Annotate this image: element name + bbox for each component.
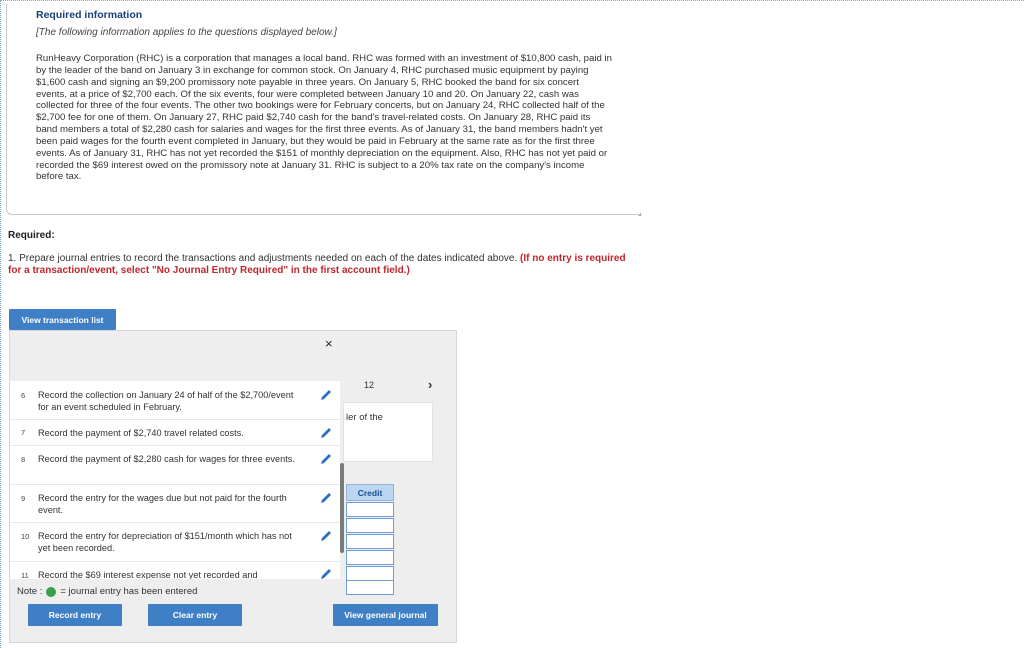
item-number: 8 [21, 455, 26, 464]
item-text: Record the entry for the wages due but not paid for the fourth event. [38, 493, 287, 516]
credit-input[interactable] [346, 502, 394, 517]
pencil-icon[interactable] [320, 389, 332, 401]
pencil-icon[interactable] [320, 427, 332, 439]
view-transaction-list-button[interactable]: View transaction list [9, 309, 116, 330]
item-text: Record the payment of $2,280 cash for wages for three events. [38, 454, 295, 464]
credit-input[interactable] [346, 566, 394, 581]
note [17, 586, 197, 597]
required-label: Required: [8, 230, 55, 241]
item-text: Record the collection on January 24 of half of the $2,700/event for an event scheduled in February. [38, 390, 294, 413]
list-item[interactable] [10, 522, 340, 562]
resize-handle-icon[interactable]: ⌟ [638, 208, 642, 217]
note-label: Note : [17, 586, 43, 597]
list-item[interactable] [10, 561, 340, 579]
journal-background-area [343, 402, 433, 462]
top-border [0, 0, 1024, 1]
item-number: 10 [21, 532, 30, 541]
list-item[interactable] [10, 381, 340, 420]
item-number: 7 [21, 428, 26, 437]
scenario-paragraph: RunHeavy Corporation (RHC) is a corporation that manages a local band. RHC was formed with an investment of $10,800 cash, paid in by the leader of the band on January 3 in exchange for common stock. On January 4, RHC purchased music equipment by paying $1,600 cash and signing an $9,200 promissory note payable in three years. On January 5, RHC booked the band for six concert events, at a price of $2,700 each. Of the six events, four were completed between January 10 and 20. On January 22, cash was collected for three of the four events. The other two bookings were for February concerts, but on January 24, RHC collected half of the $2,700 fee for one of them. On January 27, RHC paid $2,740 cash for the band's travel-related costs. On January 28, RHC paid its band members a total of $2,280 cash for salaries and wages for the first three events. As of January 31, the band members hadn't yet been paid wages for the fourth event completed in January, but they would be paid in February at the same rate as for the first three events. As of January 31, RHC has not yet recorded the $151 of monthly depreciation on the equipment. Also, RHC has not yet paid or recorded the $69 interest owed on the promissory note at January 31. RHC is subject to a 20% tax rate on the company's income before tax. [36, 53, 612, 183]
credit-input[interactable] [346, 580, 394, 595]
page-number: 12 [364, 380, 375, 390]
close-icon[interactable]: × [325, 336, 333, 351]
list-scrollbar[interactable] [340, 463, 344, 553]
item-text: Record the $69 interest expense not yet recorded and [38, 570, 258, 579]
view-general-journal-button[interactable]: View general journal [333, 604, 438, 626]
list-item[interactable] [10, 445, 340, 485]
journal-background-text: ler of the [346, 412, 383, 423]
info-subtitle: [The following information applies to the questions displayed below.] [36, 27, 337, 38]
list-item[interactable] [10, 419, 340, 446]
left-border [0, 0, 1, 648]
transaction-list [10, 381, 340, 579]
item-number: 6 [21, 391, 26, 400]
credit-input[interactable] [346, 550, 394, 565]
pencil-icon[interactable] [320, 492, 332, 504]
credit-column-header: Credit [346, 484, 394, 501]
credit-input[interactable] [346, 518, 394, 533]
item-number: 11 [21, 571, 29, 579]
pencil-icon[interactable] [320, 453, 332, 465]
clear-entry-button[interactable]: Clear entry [148, 604, 242, 626]
question-text: 1. Prepare journal entries to record the transactions and adjustments needed on each of the dates indicated above. [8, 253, 518, 264]
record-entry-button[interactable]: Record entry [28, 604, 122, 626]
item-number: 9 [21, 494, 26, 503]
question-instruction: (If no entry is required for a transaction/event, select "No Journal Entry Required" in the first account field.) [8, 253, 626, 276]
list-item[interactable] [10, 484, 340, 523]
item-text: Record the payment of $2,740 travel related costs. [38, 428, 244, 438]
note-text: = journal entry has been entered [60, 586, 198, 597]
pencil-icon[interactable] [320, 568, 332, 579]
question-1 [8, 253, 638, 277]
credit-input[interactable] [346, 534, 394, 549]
pencil-icon[interactable] [320, 530, 332, 542]
chevron-right-icon[interactable]: › [428, 377, 433, 392]
green-dot-icon [46, 587, 56, 597]
item-text: Record the entry for depreciation of $151/month which has not yet been recorded. [38, 531, 292, 554]
required-information-title: Required information [36, 9, 143, 21]
